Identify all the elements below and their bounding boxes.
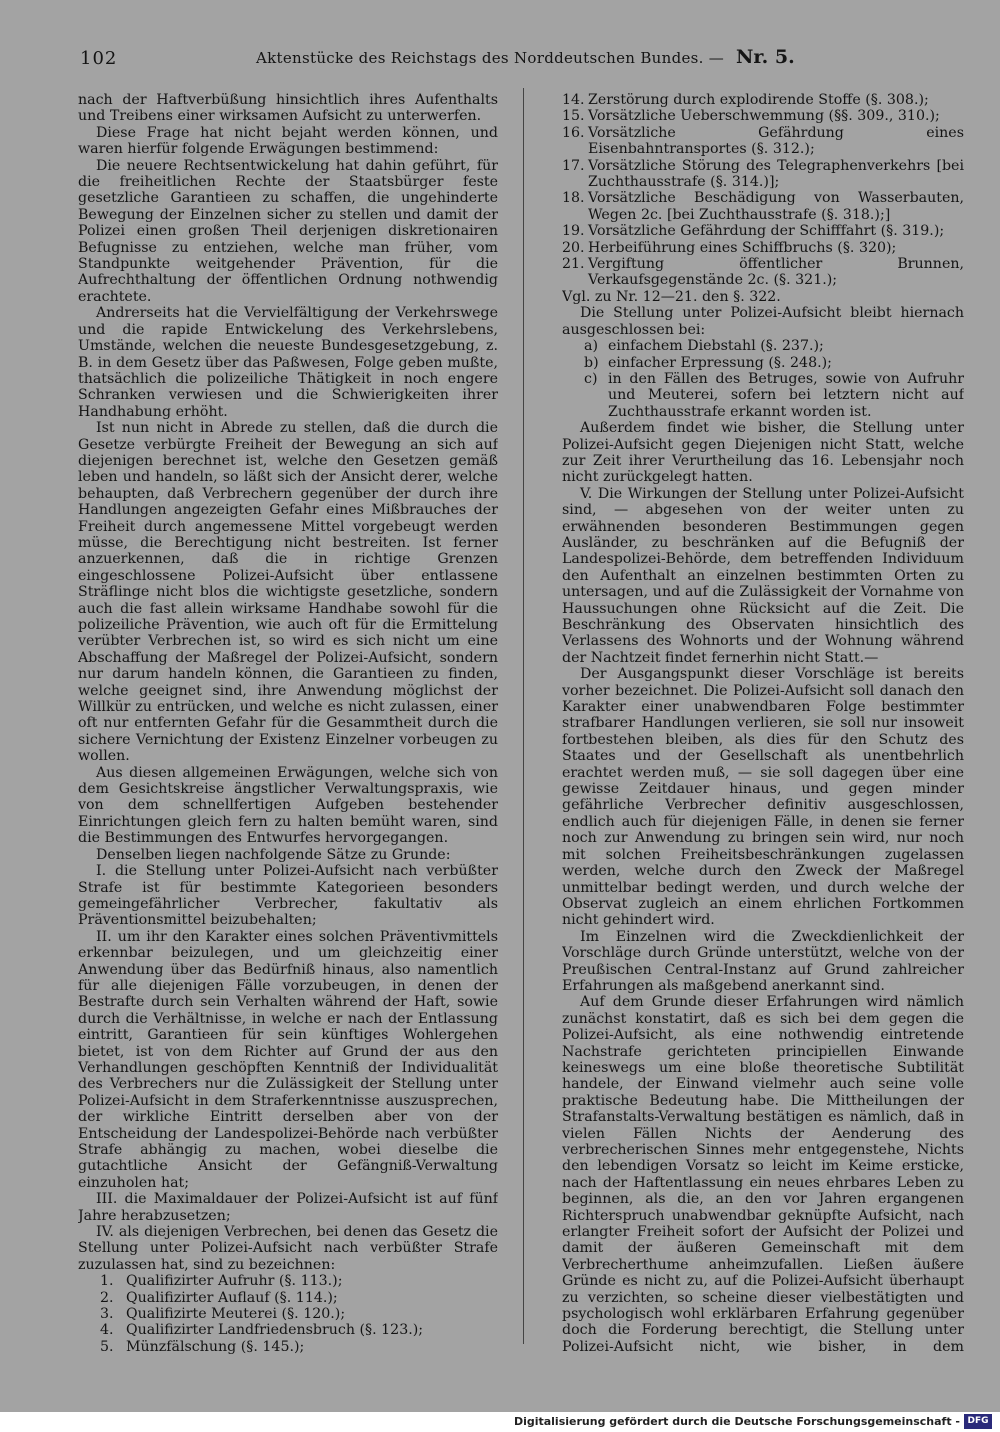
list-item: 18. Vorsätzliche Beschädigung von Wasserbauten, Wegen 2c. [bei Zuchthausstrafe (§. 318.);]: [562, 190, 964, 223]
list-item: 16. Vorsätzliche Gefährdung eines Eisenbahntransportes (§. 312.);: [562, 124, 964, 158]
list-item: 19. Vorsätzliche Gefährdung der Schifffahrt (§. 319.);: [562, 223, 945, 240]
paragraph: Die neuere Rechtsentwickelung hat dahin geführt, für die freiheitlichen Rechte der Staatsbürger feste gesetzliche Garantieen zu schaffen, die ungehinderte Bewegung der Einzelnen sicher zu stellen und damit der Polizei einen großen Theil derjenigen diskretionairen Befugnisse zu entziehen, welche man früher, vom Standpunkte weitgehender Prävention, für die Aufrechthaltung der öffentlichen Ordnung nothwendig erachtete.: [78, 157, 498, 305]
left-column: [78, 92, 498, 1354]
page-number: 102: [80, 48, 118, 69]
right-column: [562, 92, 964, 1354]
exclusion-list: [562, 338, 964, 420]
document-number: Nr. 5.: [736, 46, 795, 68]
paragraph: V. Die Wirkungen der Stellung unter Polizei-Aufsicht sind, — abgesehen von der weiter unten zu erwähnenden besonderen Bestimmungen gegen Ausländer, zu beschränken auf die Befugniß der Landespolizei-Behörde, dem betreffenden Individuum den Aufenthalt an einzelnen bestimmten Orten zu untersagen, und auf die Zulässigkeit der Vornahme von Haussuchungen ohne Rücksicht auf die Zeit. Die Beschränkung des Observaten hinsichtlich des Verlassens des Wohnorts und der Wohnung während der Nachtzeit findet fernerhin nicht Statt.—: [562, 485, 964, 666]
footer-credit: Digitalisierung gefördert durch die Deutsche Forschungsgemeinschaft -: [513, 1415, 960, 1428]
paragraph: Im Einzelnen wird die Zweckdienlichkeit der Vorschläge durch Gründe unterstützt, welche von der Preußischen Central-Instanz auf Grund zahlreicher Erfahrungen als maßgebend anerkannt sind.: [562, 928, 964, 994]
list-item: 2. Qualifizirter Auflauf (§. 114.);: [100, 1289, 338, 1306]
paragraph: Aus diesen allgemeinen Erwägungen, welche sich von dem Gesichtskreise ängstlicher Verwaltungspraxis, wie von dem schnellfertigen Aufgeben bestehender Einrichtungen gleich fern zu halten bemüht waren, sind die Bestimmungen des Entwurfes hervorgegangen.: [78, 764, 498, 847]
paragraph: III. die Maximaldauer der Polizei-Aufsicht ist auf fünf Jahre herabzusetzen;: [78, 1191, 498, 1224]
list-item: b) einfacher Erpressung (§. 248.);: [584, 354, 832, 371]
column-divider: [523, 88, 524, 1344]
running-title: Aktenstücke des Reichstags des Norddeutschen Bundes. —: [256, 49, 725, 67]
list-item: 1. Qualifizirter Aufruhr (§. 113.);: [100, 1273, 343, 1290]
list-item: 21. Vergiftung öffentlicher Brunnen, Verkaufsgegenstände 2c. (§. 321.);: [562, 256, 964, 289]
paragraph: Ist nun nicht in Abrede zu stellen, daß die durch die Gesetze verbürgte Freiheit der Bewegung an sich auf diejenigen berechnet ist, welche den Gesetzen gemäß leben und handeln, so läßt sich der Ansicht derer, welche behaupten, daß Verbrechern gegenüber der durch ihre Handlungen angezeigten Gefahr eines Mißbrauches der Freiheit durch angemessene Mittel vorgebeugt werden müsse, die Berechtigung nicht bestreiten. Ist ferner anzuerkennen, daß die in richtige Grenzen eingeschlossene Polizei-Aufsicht über entlassene Sträflinge nicht blos die wichtigste gesetzliche, sondern auch die fast allein wirksame Handhabe sowohl für die polizeiliche Prävention, wie auch oft für die Ermittelung verübter Verbrechen ist, so wird es sich nicht um eine Abschaffung der Maßregel der Polizei-Aufsicht, sondern nur darum handeln können, die Garantieen zu finden, welche geeignet sind, ihre Anwendung möglichst der Willkür zu entrücken, und welche es nicht zulassen, einer oft nur entfernten Gefahr für die Gesammtheit durch die sichere Vernichtung der Existenz Einzelner vorbeugen zu wollen.: [78, 420, 498, 765]
list-item: 15. Vorsätzliche Ueberschwemmung (§§. 309., 310.);: [562, 108, 940, 125]
paragraph: Vgl. zu Nr. 12—21. den §. 322.: [562, 288, 781, 305]
list-item: 20. Herbeiführung eines Schiffbruchs (§. 320);: [562, 239, 897, 256]
dfg-logo: DFG: [964, 1414, 992, 1429]
paragraph: IV. als diejenigen Verbrechen, bei denen das Gesetz die Stellung unter Polizei-Aufsicht nach verbüßter Strafe zuzulassen hat, sind zu bezeichnen:: [78, 1224, 498, 1273]
paragraph: nach der Haftverbüßung hinsichtlich ihres Aufenthalts und Treibens einer wirksamen Aufsicht zu unterwerfen.: [78, 92, 498, 125]
paragraph: Andrerseits hat die Vervielfältigung der Verkehrswege und die rapide Entwickelung des Verkehrslebens, Umstände, welchen die neueste Bundesgesetzgebung, z. B. in dem Gesetz über das Paßwesen, Folge geben mußte, thatsächlich die polizeiliche Thätigkeit in noch engere Schranken verwiesen und die Schwierigkeiten ihrer Handhabung erhöht.: [78, 305, 498, 420]
list-item: c) in den Fällen des Betruges, sowie von Aufruhr und Meuterei, sofern bei letztern nicht auf Zuchthausstrafe erkannt worden ist.: [584, 370, 964, 420]
paragraph: Außerdem findet wie bisher, die Stellung unter Polizei-Aufsicht gegen Diejenigen nicht Statt, welche zur Zeit ihrer Verurtheilung das 16. Lebensjahr noch nicht zurückgelegt hatten.: [562, 420, 964, 486]
crime-list-continued: [562, 92, 964, 289]
list-item: 5. Münzfälschung (§. 145.);: [100, 1338, 305, 1354]
list-item: 4. Qualifizirter Landfriedensbruch (§. 123.);: [100, 1322, 424, 1339]
list-item: a) einfachem Diebstahl (§. 237.);: [584, 338, 824, 355]
paragraph: Auf dem Grunde dieser Erfahrungen wird nämlich zunächst konstatirt, daß es sich bei dem gegen die Polizei-Aufsicht, als eine nothwendig eintretende Nachstrafe gerichteten principiellen Einwande keineswegs um eine bloße theoretische Subtilität handele, der Einwand vielmehr auch seine volle praktische Bedeutung habe. Die Mittheilungen der Strafanstalts-Verwaltung bestätigen es nämlich, daß in vielen Fällen Nichts der Aenderung des verbrecherischen Sinnes mehr entgegenstehe, Nichts den lebendigen Vorsatz so leicht im Keime ersticke, nach der Haftentlassung ein neues ehrbares Leben zu beginnen, als die, an den vor Jahren ergangenen Richterspruch unabwendbar geknüpfte Aufsicht, nach erlangter Freiheit sofort der Aufsicht der Polizei und damit der äußeren Gemeinschaft mit dem Verbrecherthume anheimzufallen. Ließen äußere Gründe es nicht zu, auf die Polizei-Aufsicht überhaupt zu verzichten, so scheine dieser vielbestätigten und psychologisch wohl erklärbaren Erfahrung gegenüber doch die Forderung berechtigt, die Stellung unter Polizei-Aufsicht nicht, wie bisher, in dem: [562, 994, 964, 1354]
list-item: 3. Qualifizirte Meuterei (§. 120.);: [100, 1306, 346, 1323]
paragraph: II. um ihr den Karakter eines solchen Präventivmittels erkennbar beizulegen, und um gleichzeitig einer Anwendung über das Bedürfniß hinaus, also namentlich für alle diejenigen Fälle vorzubeugen, in denen der Bestrafte durch sein Verhalten während der Haft, sowie durch die Verhältnisse, in welche er nach der Entlassung eintritt, Garantieen für sein künftiges Wohlergehen bietet, ist von dem Richter auf Grund der aus den Verhandlungen geschöpften Kenntniß der Individualität des Verbrechers nur die Zulässigkeit der Stellung unter Polizei-Aufsicht in dem Straferkenntnisse auszusprechen, der wirkliche Eintritt derselben aber von der Entscheidung der Landespolizei-Behörde nach verbüßter Strafe abhängig zu machen, wobei dieselbe die gutachtliche Ansicht der Gefängniß-Verwaltung einzuholen hat;: [78, 928, 498, 1191]
paragraph: I. die Stellung unter Polizei-Aufsicht nach verbüßter Strafe ist für bestimmte Kategorieen besonders gemeingefährlicher Verbrecher, fakultativ als Präventionsmittel beizubehalten;: [78, 863, 498, 929]
paragraph: Die Stellung unter Polizei-Aufsicht bleibt hiernach ausgeschlossen bei:: [562, 305, 964, 338]
list-item: 17. Vorsätzliche Störung des Telegraphenverkehrs [bei Zuchthausstrafe (§. 314.)];: [562, 157, 964, 191]
footer-bar: [0, 1412, 1000, 1432]
paragraph: Diese Frage hat nicht bejaht werden können, und waren hierfür folgende Erwägungen bestimmend:: [78, 124, 498, 158]
paragraph: Denselben liegen nachfolgende Sätze zu Grunde:: [96, 846, 451, 863]
crime-list: [78, 1273, 498, 1354]
page-header: [76, 46, 796, 72]
list-item: 14. Zerstörung durch explodirende Stoffe (§. 308.);: [562, 92, 929, 108]
paragraph: Der Ausgangspunkt dieser Vorschläge ist bereits vorher bezeichnet. Die Polizei-Aufsicht soll danach den Karakter einer unabwendbaren Folge bestimmter strafbarer Handlungen verlieren, sie soll nur insoweit fortbestehen bleiben, als dies für den Schutz des Staates und der Gesellschaft als unentbehrlich erachtet werden muß, — sie soll dagegen über eine gewisse Zeitdauer hinaus, und gegen minder gefährliche Verbrecher definitiv ausgeschlossen, endlich auch für diejenigen Fälle, in denen sie ferner noch zur Anwendung zu bringen sein wird, nur noch mit solchen Freiheitsbeschränkungen zugelassen werden, welche durch den Zweck der Maßregel unmittelbar bedingt werden, und durch welche der Observat zugleich an einem ehrlichen Fortkommen nicht gehindert wird.: [562, 666, 964, 929]
